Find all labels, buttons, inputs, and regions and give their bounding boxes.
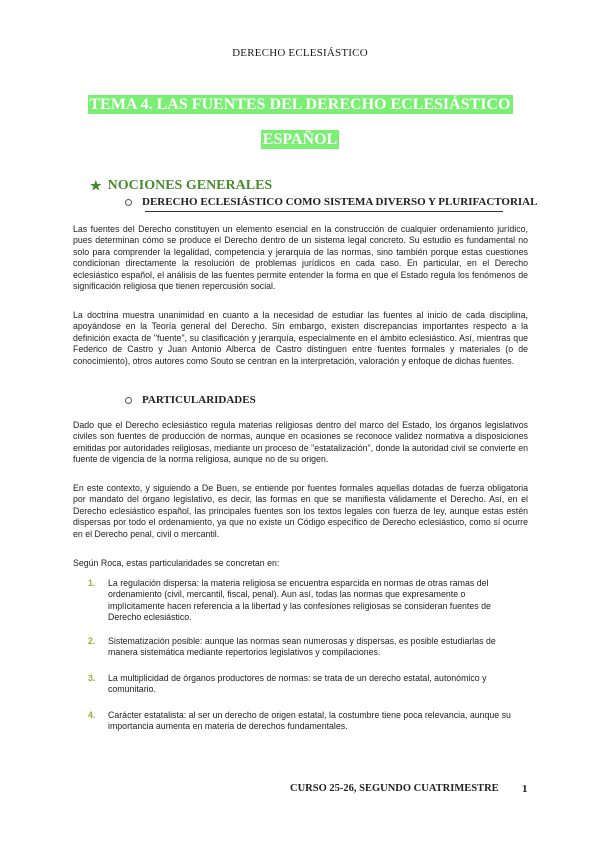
paragraph-3: Dado que el Derecho eclesiástico regula materias religiosas dentro del marco del Estado, los órganos legislativos civiles son fuentes de producción de normas, aunque en ocasiones se reconoce validez normativa a disposiciones emitidas por autoridades religiosas, mediante un proceso de "estatalización", donde la autoridad civil se convierte en fuente de vigencia de la norma religiosa, aunque no de su origen. [73, 420, 528, 465]
footer-course: CURSO 25-26, SEGUNDO CUATRIMESTRE [290, 783, 499, 794]
list-number: 3. [88, 673, 96, 683]
list-item-text: Carácter estatalista: al ser un derecho de origen estatal, la costumbre tiene poca relevancia, aunque su importancia aumenta en materia de derechos fundamentales. [108, 710, 511, 732]
paragraph-4: En este contexto, y siguiendo a De Buen, se entiende por fuentes formales aquellas dotadas de fuerza obligatoria por mandato del órgano legislativo, es decir, las formas en que se manifiesta válidamente el Derecho. Así, en el Derecho eclesiástico español, las principales fuentes son los textos legales con fuerza de ley, aunque estas estén dispersas por todo el ordenamiento, ya que no existe un Código específico de Derecho eclesiástico, como sí ocurre en el Derecho penal, civil o mercantil. [73, 483, 528, 539]
star-icon: ★ [90, 178, 102, 193]
subsection-heading-2-text: PARTICULARIDADES [142, 394, 256, 406]
list-number: 4. [88, 710, 96, 720]
running-header: DERECHO ECLESIÁSTICO [232, 47, 368, 59]
subsection-heading-1-text: DERECHO ECLESIÁSTICO COMO SISTEMA DIVERSO Y PLURIFACTORIAL [142, 196, 538, 208]
page-number: 1 [522, 783, 528, 795]
circle-bullet-icon [125, 397, 132, 404]
document-title-line-1 [0, 96, 600, 114]
subsection-heading-2 [125, 394, 256, 406]
list-number: 1. [88, 578, 96, 588]
section-heading [90, 178, 272, 194]
title-highlight-1: TEMA 4. LAS FUENTES DEL DERECHO ECLESIÁSTICO [89, 96, 511, 113]
circle-bullet-icon [125, 199, 132, 206]
title-highlight-2: ESPAÑOL [262, 131, 338, 148]
document-title-line-2 [0, 131, 600, 149]
list-item-text: Sistematización posible: aunque las normas sean numerosas y dispersas, es posible estudiarlas de manera sistemática mediante repertorios legislativos y compilaciones. [108, 636, 496, 658]
section-heading-text: NOCIONES GENERALES [107, 178, 273, 193]
paragraph-2: La doctrina muestra unanimidad en cuanto a la necesidad de estudiar las fuentes al inicio de cada disciplina, apoyándose en la Teoría general del Derecho. Sin embargo, existen discrepancias importantes respecto a la definición exacta de "fuente", su clasificación y jerarquía, especialmente en el ámbito eclesiástico. Así, mientras que Federico de Castro y Juan Antonio Alberca de Castro distinguen entre fuentes formales y materiales (o de conocimiento), otros autores como Souto se centran en la interpretación, valoración y enfoque de dichas fuentes. [73, 310, 528, 366]
list-number: 2. [88, 636, 96, 646]
paragraph-5: Según Roca, estas particularidades se concretan en: [73, 558, 280, 568]
paragraph-1: Las fuentes del Derecho constituyen un elemento esencial en la construcción de cualquier ordenamiento jurídico, pues determinan cómo se produce el Derecho dentro de un sistema legal concreto. Su estudio es fundamental no solo para comprender la legalidad, competencia y jerarquía de las normas, sino también porque estas cuestiones condicionan directamente la resolución de problemas jurídicos en cada caso. En particular, en el Derecho eclesiástico español, el análisis de las fuentes permite entender la forma en que el Estado regula los fenómenos de significación religiosa que tienen repercusión social. [73, 224, 528, 292]
list-item-text: La multiplicidad de órganos productores de normas: se trata de un derecho estatal, autonómico y comunitario. [108, 673, 487, 695]
list-item-text: La regulación dispersa: la materia religiosa se encuentra esparcida en normas de otras ramas del ordenamiento (civil, mercantil, fiscal, penal). Aun así, todas las normas que expresamente o implícitamente hacen referencia a la libertad y las confesiones religiosas se consideran fuentes de Derecho eclesiástico. [108, 578, 491, 623]
subsection-underline [145, 211, 503, 212]
subsection-heading-1 [125, 196, 537, 208]
